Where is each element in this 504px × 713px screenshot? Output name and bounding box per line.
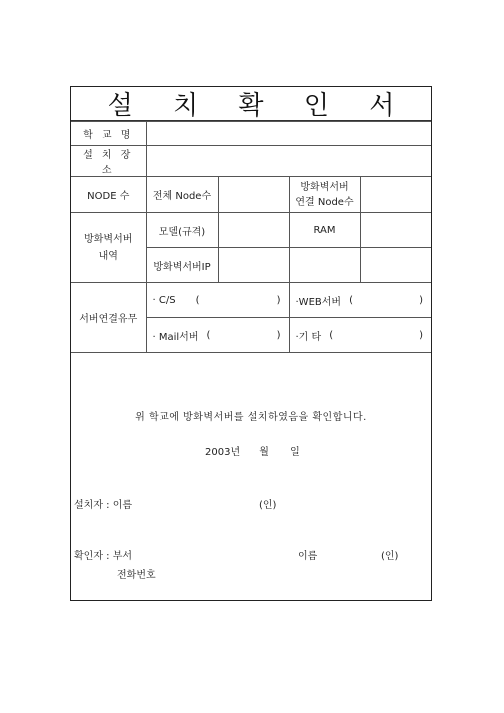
firewall-ip-extra-field[interactable]: [360, 248, 431, 283]
option-cs-paren-open: (: [195, 294, 200, 306]
option-web-cell[interactable]: [289, 283, 431, 318]
confirmation-statement: 위 학교에 방화벽서버를 설치하였음을 확인합니다.: [135, 412, 367, 423]
form-table: [71, 121, 431, 353]
school-name-field[interactable]: [146, 122, 431, 146]
confirmation-section: [71, 350, 431, 600]
server-connection-label: 서버연결유무: [71, 283, 146, 353]
school-name-label: 학 교 명: [71, 122, 146, 146]
firewall-details-line2: 내역: [98, 250, 118, 262]
firewall-details-line1: 방화벽서버: [84, 233, 133, 245]
verifier-department-label: 확인자 : 부서: [74, 551, 133, 562]
node-count-row: [71, 177, 431, 213]
option-cs-paren-close: ): [276, 294, 281, 306]
firewall-ip-extra-label: [289, 248, 360, 283]
model-spec-label: 모델(규격): [146, 213, 218, 248]
option-other-paren-close: ): [419, 329, 423, 341]
firewall-node-field[interactable]: [360, 177, 431, 213]
option-cs-label: · C/S: [152, 294, 176, 306]
option-other-cell[interactable]: [289, 318, 431, 353]
install-location-label: 설 치 장 소: [71, 146, 146, 177]
option-mail-label: · Mail서버: [152, 331, 199, 343]
option-mail-paren-open: (: [206, 329, 211, 341]
verifier-name-label: 이름: [298, 551, 318, 562]
firewall-details-label: [71, 213, 146, 283]
verifier-phone-label: 전화번호: [117, 570, 156, 581]
ram-label: RAM: [289, 213, 360, 248]
firewall-node-label-line1: 방화벽서버: [300, 181, 349, 193]
date-month: 월: [259, 447, 269, 458]
confirmation-date: [205, 443, 300, 458]
form-title: 설 치 확 인 서: [71, 87, 431, 121]
option-cs-cell[interactable]: [146, 283, 289, 318]
total-nodes-field[interactable]: [218, 177, 289, 213]
option-web-label: ·WEB서버: [295, 296, 342, 308]
node-count-label: NODE 수: [71, 177, 146, 213]
install-location-field[interactable]: [146, 146, 431, 177]
model-spec-field[interactable]: [218, 213, 289, 248]
verifier-seal: (인): [381, 551, 399, 562]
firewall-ip-field[interactable]: [218, 248, 289, 283]
firewall-node-label-line2: 연결 Node수: [295, 196, 354, 208]
option-other-paren-open: (: [329, 329, 334, 341]
date-day: 일: [290, 447, 300, 458]
install-location-row: [71, 146, 431, 177]
installer-name-label: 설치자 : 이름: [74, 500, 133, 511]
option-web-paren-open: (: [349, 294, 353, 306]
firewall-ip-label: 방화벽서버IP: [146, 248, 218, 283]
server-connection-row-1: [71, 283, 431, 318]
school-name-row: [71, 122, 431, 146]
installer-seal: (인): [259, 500, 277, 511]
option-other-label: ·기 타: [295, 331, 322, 343]
option-mail-paren-close: ): [276, 329, 281, 341]
firewall-node-label: [289, 177, 360, 213]
installation-confirmation-form: [70, 86, 432, 601]
total-nodes-label: 전체 Node수: [146, 177, 218, 213]
option-web-paren-close: ): [419, 294, 423, 306]
ram-field[interactable]: [360, 213, 431, 248]
model-spec-row: [71, 213, 431, 248]
date-year: 2003년: [205, 447, 241, 458]
option-mail-cell[interactable]: [146, 318, 289, 353]
